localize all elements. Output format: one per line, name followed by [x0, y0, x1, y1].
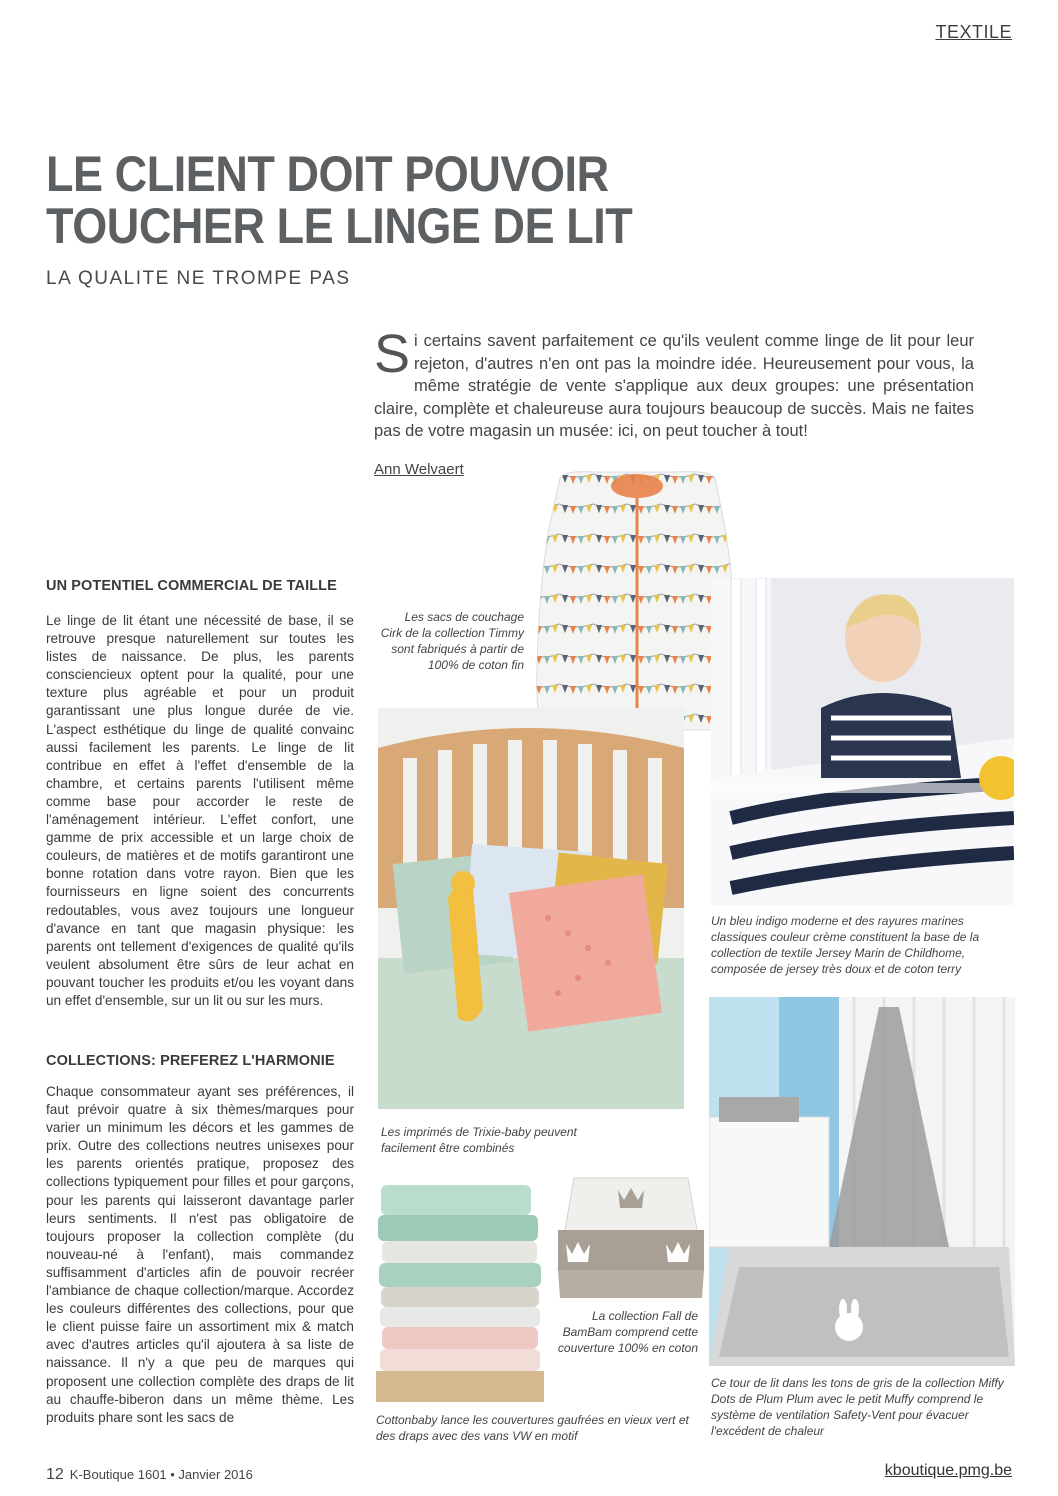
section-text-collections: Chaque consommateur ayant ses préférences, il faut prévoir quatre à six thèmes/marques pour varier un minimum les décors et les gammes de prix. Outre des collections neutres unisexes pour les parents orientés pratique, proposez des collections typiquement pour filles et pour garçons, pour les parents qui laisseront davantage parler leurs sentiments. Il n'est pas obligatoire de toujours proposer la collection complète (du nouveau-né à l'enfant), mais commandez suffisamment d'articles afin de pouvoir recréer l'ambiance de chaque collection/marque. Accordez les couleurs différentes des collections, pour que le client puisse faire un assortiment mix & match avec d'autres articles qu'il ajoutera à sa liste de naissance. Il n'y a que peu de marques qui proposent une collection complète des draps de lit au chauffe-biberon dans un même thème. Les produits phare sont les sacs de: [46, 1084, 354, 1425]
page-number: 12: [46, 1466, 64, 1483]
section-text-potential: Le linge de lit étant une nécessité de base, il se retrouve presque naturellement sur toutes les listes de naissance. De plus, les parents consciencieux optent pour la qualité, pour une texture plus agréable et pour un produit garantissant une plus longue durée de vie. L'aspect esthétique du linge de qualité convainc aussi facilement les parents. Le linge de lit contribue en effet à l'effet d'ensemble de la chambre, et certains parents l'utilisent même comme base pour accorder le reste de l'aménagement intérieur. L'effet confort, une gamme de prix accessible et un large choix de couleurs, de matières et de motifs garantiront une bonne rotation dans votre rayon. Bien que les fournisseurs en ligne soient des concurrents redoutables, vous avez toujours une longueur d'avance en tant que magasin physique: les parents ont tellement d'exigences de qualité qu'ils veulent absolument être sûrs de leur achat en pouvant toucher les produits et/ou les voyant dans un effet d'ensemble, sur un lit ou sur les murs.: [46, 613, 354, 1008]
intro-text: i certains savent parfaitement ce qu'ils veulent comme linge de lit pour leur rejeton, d'autres n'en ont pas la moindre idée. Heureusement pour vous, la même stratégie de vente s'applique aux deux groupes: une présentation claire, complète et chaleureuse aura toujours beaucoup de succès. Mais ne faites pas de votre magasin un musée: ici, on peut toucher à tout!: [374, 332, 974, 440]
page-title: [46, 148, 676, 252]
trixie-pillows-photo: [378, 708, 684, 1109]
miffy-nursery-photo: [709, 997, 1015, 1366]
footer-issue: [46, 1466, 253, 1484]
caption-miffy: Ce tour de lit dans les tons de gris de la collection Miffy Dots de Plum Plum avec le petit Muffy comprend le système de ventilation Safety-Vent pour évacuer l'excédent de chaleur: [711, 1376, 1004, 1438]
website-link[interactable]: kboutique.pmg.be: [884, 1462, 1012, 1479]
issue-info: K-Boutique 1601 • Janvier 2016: [69, 1467, 253, 1482]
section-heading-potential: UN POTENTIEL COMMERCIAL DE TAILLE: [46, 578, 337, 594]
section-heading-collections: COLLECTIONS: PREFEREZ L'HARMONIE: [46, 1053, 335, 1069]
caption-trixie: Les imprimés de Trixie-baby peuvent facilement être combinés: [381, 1125, 577, 1155]
caption-sleeping-bag: Les sacs de couchage Cirk de la collection Timmy sont fabriqués à partir de 100% de coton fin: [380, 610, 524, 672]
bambam-blanket-photo: [556, 1170, 706, 1303]
author-link[interactable]: Ann Welvaert: [374, 461, 464, 478]
caption-bambam: La collection Fall de BamBam comprend cette couverture 100% en coton: [557, 1309, 698, 1355]
drop-cap: S: [374, 324, 411, 384]
caption-cottonbaby: Cottonbaby lance les couvertures gaufrées en vieux vert et des draps avec des vans VW en motif: [376, 1413, 689, 1443]
title-line-2: TOUCHER LE LINGE DE LIT: [46, 198, 633, 254]
striped-bedding-photo: [711, 578, 1014, 905]
caption-stripes: Un bleu indigo moderne et des rayures marines classiques couleur crème constituent la base de la collection de textile Jersey Marin de Childhome, composée de jersey très doux et de coton terry: [711, 914, 980, 976]
cottonbaby-blankets-photo: [376, 1175, 554, 1402]
intro-paragraph: [374, 324, 974, 443]
subtitle: LA QUALITE NE TROMPE PAS: [46, 268, 351, 289]
section-tag: TEXTILE: [935, 22, 1012, 42]
title-line-1: LE CLIENT DOIT POUVOIR: [46, 146, 609, 202]
